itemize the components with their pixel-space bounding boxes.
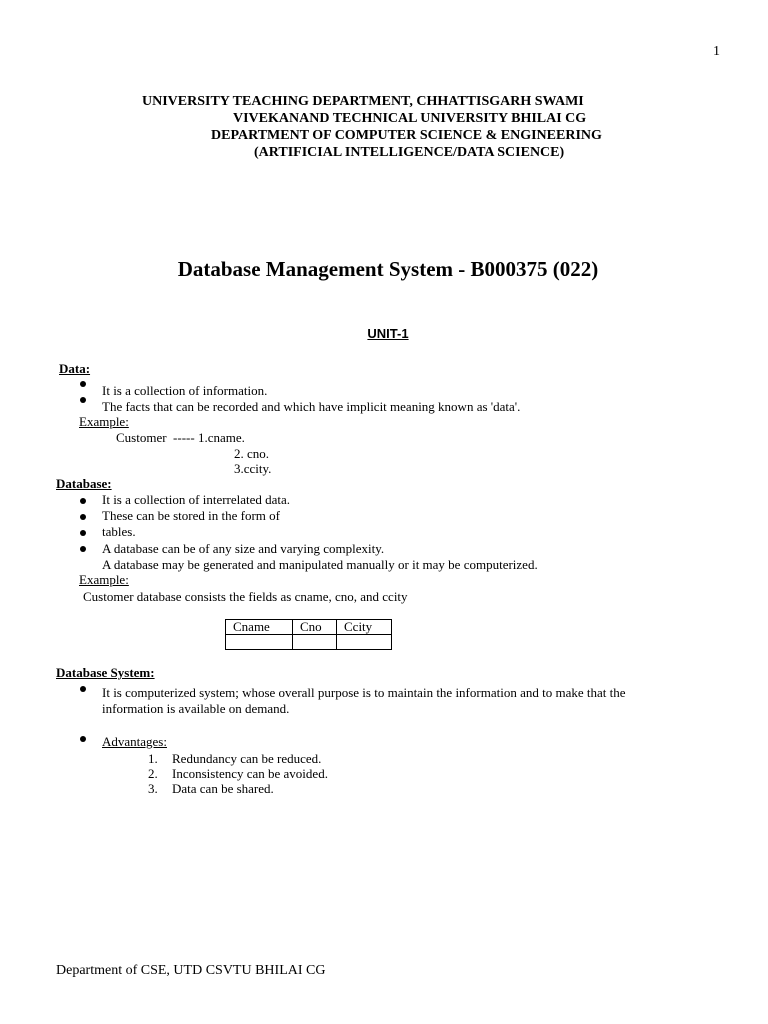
data-example-label: Example: (79, 414, 129, 429)
table-row (226, 635, 392, 650)
bullet-icon (80, 498, 86, 504)
data-example-line-1: Customer ----- 1.cname. (116, 430, 245, 445)
data-bullet-2: The facts that can be recorded and which have implicit meaning known as 'data'. (102, 399, 521, 414)
customer-fields-table (225, 619, 392, 650)
bullet-icon (80, 397, 86, 403)
bullet-icon (80, 530, 86, 536)
advantage-item: Inconsistency can be avoided. (172, 766, 328, 781)
bullet-icon (80, 546, 86, 552)
bullet-icon (80, 736, 86, 742)
advantage-number: 3. (148, 781, 158, 796)
database-bullet-4: A database can be of any size and varying complexity. (102, 541, 385, 556)
unit-heading: UNIT-1 (367, 326, 409, 341)
database-example-text: Customer database consists the fields as cname, cno, and ccity (83, 589, 408, 604)
table-header-row (226, 620, 392, 635)
page-number: 1 (713, 44, 720, 59)
database-heading: Database: (56, 476, 112, 491)
header-line-3: DEPARTMENT OF COMPUTER SCIENCE & ENGINEERING (211, 128, 602, 143)
advantages-label: Advantages: (102, 734, 167, 749)
database-bullet-1: It is a collection of interrelated data. (102, 492, 291, 507)
database-bullet-3: tables. (102, 524, 136, 539)
advantage-item: Data can be shared. (172, 781, 274, 796)
database-system-bullet-line-2: information is available on demand. (102, 701, 290, 716)
database-system-heading: Database System: (56, 665, 155, 680)
advantage-item: Redundancy can be reduced. (172, 751, 322, 766)
page-footer: Department of CSE, UTD CSVTU BHILAI CG (56, 963, 326, 978)
table-cell (226, 635, 293, 650)
table-cell (293, 635, 337, 650)
bullet-icon (80, 381, 86, 387)
data-heading: Data: (59, 361, 91, 376)
data-example-line-3: 3.ccity. (234, 461, 272, 476)
database-bullet-2: These can be stored in the form of (102, 508, 280, 523)
database-example-label: Example: (79, 572, 129, 587)
header-line-1: UNIVERSITY TEACHING DEPARTMENT, CHHATTISGARH SWAMI (142, 94, 584, 109)
advantage-number: 2. (148, 766, 158, 781)
data-bullet-1: It is a collection of information. (102, 383, 268, 398)
database-continuation: A database may be generated and manipulated manually or it may be computerized. (102, 557, 538, 572)
table-header-cell: Ccity (337, 620, 392, 635)
header-line-4: (ARTIFICIAL INTELLIGENCE/DATA SCIENCE) (254, 145, 565, 160)
bullet-icon (80, 686, 86, 692)
advantage-number: 1. (148, 751, 158, 766)
table-header-cell: Cno (293, 620, 337, 635)
header-line-2: VIVEKANAND TECHNICAL UNIVERSITY BHILAI CG (233, 111, 587, 126)
data-example-line-2: 2. cno. (234, 446, 270, 461)
table-header-cell: Cname (226, 620, 293, 635)
table-cell (337, 635, 392, 650)
database-system-bullet-line-1: It is computerized system; whose overall purpose is to maintain the information and to make that the (102, 685, 626, 700)
document-title: Database Management System - B000375 (022) (177, 257, 599, 281)
bullet-icon (80, 514, 86, 520)
